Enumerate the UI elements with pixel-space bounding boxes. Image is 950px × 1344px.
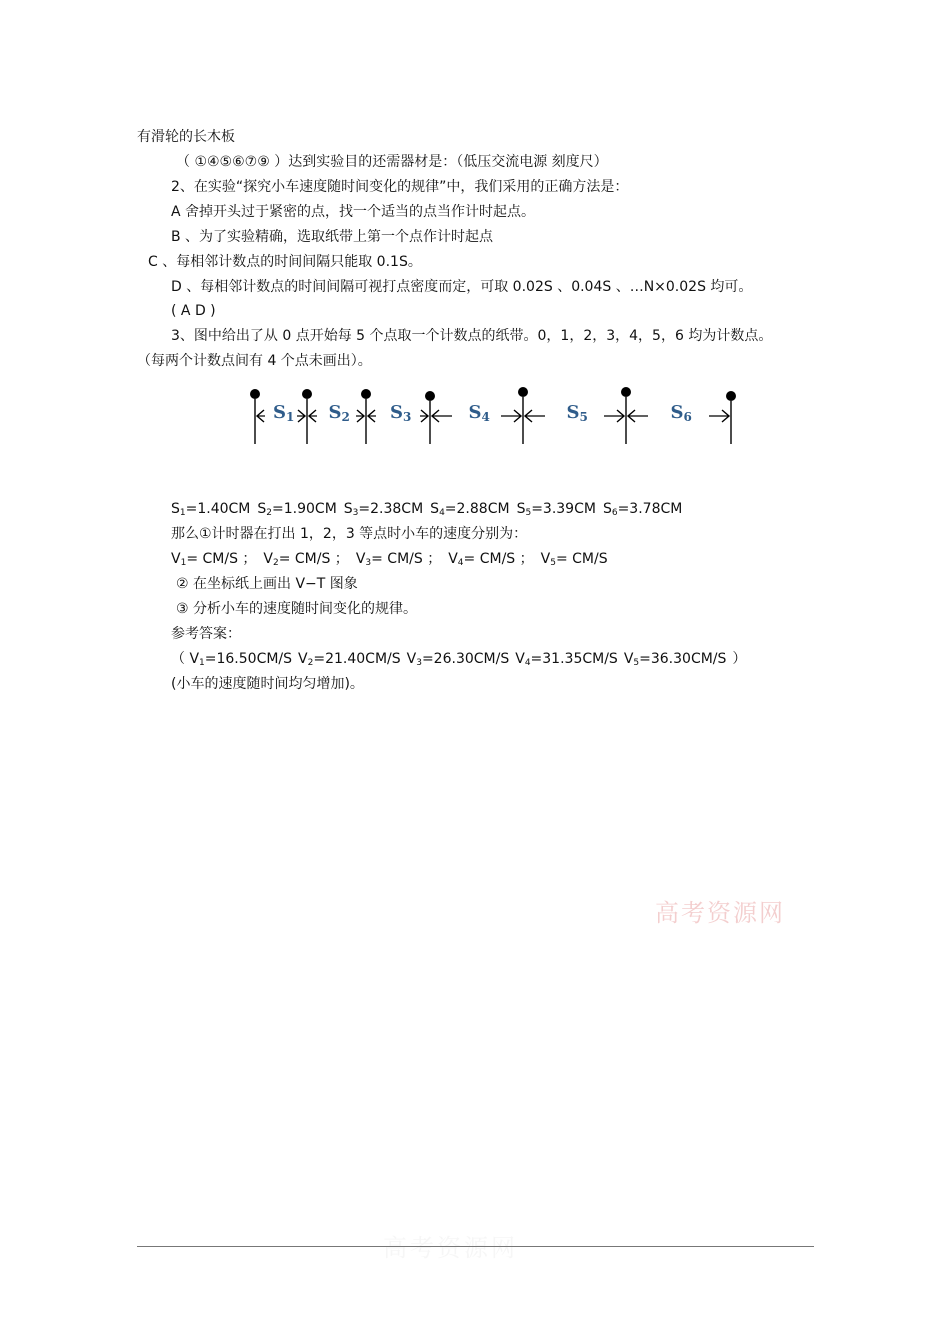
velocity-blank-5: $V_5= CM/S$ xyxy=(540,551,608,568)
reference-answer-values xyxy=(171,649,746,673)
answer-close-paren: ） xyxy=(732,651,747,667)
count-point-0 xyxy=(250,389,260,399)
velocity-blank-2: $V_2= CM/S$ ； xyxy=(263,551,349,568)
count-point-6 xyxy=(726,391,736,401)
line-question-3-note: （每两个计数点间有 4 个点未画出）。 xyxy=(137,353,372,369)
tape-label-s5: S5 xyxy=(566,402,588,424)
answer-velocity-1: $V_1=16.50CM/S$ xyxy=(189,651,293,668)
measurement-4: $S_4=2.88CM$ xyxy=(430,501,510,518)
velocity-blanks-line xyxy=(171,549,615,573)
count-point-3 xyxy=(425,391,435,401)
count-point-4 xyxy=(518,387,528,397)
count-point-5 xyxy=(621,387,631,397)
watermark-logo: 高考资源网 xyxy=(655,899,785,927)
footer-rule xyxy=(137,1246,814,1247)
option-b: B 、为了实验精确，选取纸带上第一个点作计时起点 xyxy=(171,229,494,245)
count-point-2 xyxy=(361,389,371,399)
velocity-blank-4: $V_4= CM/S$ ； xyxy=(448,551,534,568)
measurement-3: $S_3=2.38CM$ xyxy=(343,501,424,518)
measurement-5: $S_5=3.39CM$ xyxy=(516,501,596,518)
measurement-2: $S_2=1.90CM$ xyxy=(257,501,337,518)
paper-tape-diagram xyxy=(240,382,750,452)
count-point-1 xyxy=(302,389,312,399)
tape-label-s4: S4 xyxy=(468,402,490,424)
answer-open-paren: （ xyxy=(171,651,190,667)
velocity-blank-1: $V_1= CM/S$ ； xyxy=(171,551,257,568)
answer-q2: ( A D ) xyxy=(171,303,216,319)
line-question-3: 3、图中给出了从 0 点开始每 5 个点取一个计数点的纸带。0，1，2，3，4，5，6 均为计数点。 xyxy=(171,328,773,344)
reference-answer-heading: 参考答案： xyxy=(171,626,241,642)
tape-label-s1: S1 xyxy=(273,402,295,424)
option-a: A 舍掉开头过于紧密的点，找一个适当的点当作计时起点。 xyxy=(171,204,536,220)
tape-label-s3: S3 xyxy=(390,402,412,424)
task-2: ② 在坐标纸上画出 V−T 图象 xyxy=(176,576,358,592)
measurement-1: $S_1=1.40CM$ xyxy=(171,501,251,518)
measurements-line xyxy=(171,499,689,523)
tape-label-s6: S6 xyxy=(670,402,692,424)
watermark-logo-footer: 高考资源网 xyxy=(383,1234,518,1262)
line-required-equipment: （ ①④⑤⑥⑦⑨ ）达到实验目的还需器材是：（低压交流电源 刻度尺） xyxy=(176,154,608,170)
tape-label-s2: S2 xyxy=(328,402,350,424)
answer-velocity-4: $V_4=31.35CM/S$ xyxy=(515,651,618,668)
reference-answer-conclusion: (小车的速度随时间均匀增加)。 xyxy=(171,676,364,692)
option-d: D 、每相邻计数点的时间间隔可视打点密度而定，可取 0.02S 、0.04S 、…N×0.02S 均可。 xyxy=(171,279,753,295)
answer-velocity-2: $V_2=21.40CM/S$ xyxy=(298,651,401,668)
line-velocity-prompt: 那么①计时器在打出 1，2，3 等点时小车的速度分别为： xyxy=(171,526,528,542)
velocity-blank-3: $V_3= CM/S$ ； xyxy=(355,551,442,568)
measurement-6: $S_6=3.78CM$ xyxy=(602,501,683,518)
line-materials-heading: 有滑轮的长木板 xyxy=(137,129,235,145)
line-question-2: 2、在实验“探究小车速度随时间变化的规律”中，我们采用的正确方法是： xyxy=(171,179,629,195)
option-c: C 、每相邻计数点的时间间隔只能取 0.1S。 xyxy=(148,254,422,270)
task-3: ③ 分析小车的速度随时间变化的规律。 xyxy=(176,601,417,617)
answer-velocity-3: $V_3=26.30CM/S$ xyxy=(406,651,510,668)
answer-velocity-5: $V_5=36.30CM/S$ xyxy=(623,651,727,668)
